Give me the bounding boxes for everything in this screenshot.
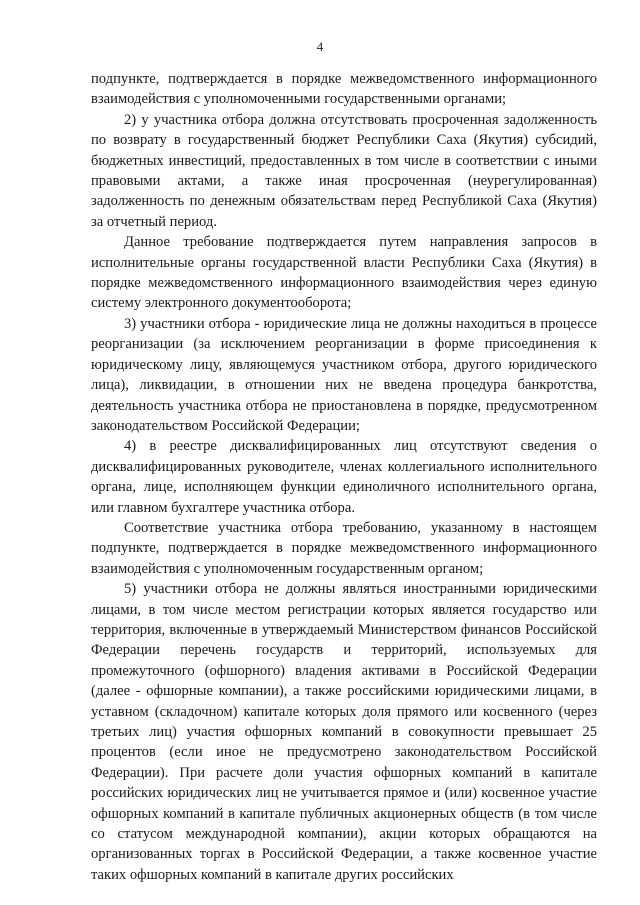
- paragraph-item-4: 4) в реестре дисквалифицированных лиц отсутствуют сведения о дисквалифицированных руководителе, членах коллегиального исполнительного органа, лице, исполняющем функции единоличного исполнительного органа, или главном бухгалтере участника отбора.: [91, 438, 597, 516]
- paragraph-item-3: 3) участники отбора - юридические лица не должны находиться в процессе реорганизации (за исключением реорганизации в форме присоединения к юридическому лицу, являющемуся участником отбора, другого юридического лица), ликвидации, в отношении них не введена процедура банкротства, деятельность участника отбора не приостановлена в порядке, предусмотренном законодательством Российской Федерации;: [91, 315, 597, 434]
- paragraph-item-2-confirmation: Данное требование подтверждается путем направления запросов в исполнительные органы государственной власти Республики Саха (Якутия) в порядке межведомственного информационного взаимодействия через единую систему электронного документооборота;: [91, 234, 597, 312]
- page-number: 4: [316, 39, 324, 54]
- document-body: [91, 69, 597, 885]
- paragraph-item-5: 5) участники отбора не должны являться иностранными юридическими лицами, в том числе местом регистрации которых является государство или территория, включенные в утверждаемый Министерством финансов Российской Федерации перечень государств и территорий, используемых для промежуточного (офшорного) владения активами в Российской Федерации (далее - офшорные компании), а также российскими юридическими лицами, в уставном (складочном) капитале которых доля прямого или косвенного (через третьих лиц) участия офшорных компаний в совокупности превышает 25 процентов (если иное не предусмотрено законодательством Российской Федерации). При расчете доли участия офшорных компаний в капитале российских юридических лиц не учитывается прямое и (или) косвенное участие офшорных компаний в капитале публичных акционерных обществ (в том числе со статусом международной компании), акции которых обращаются на организованных торгах в Российской Федерации, а также косвенное участие таких офшорных компаний в капитале других российских: [91, 581, 597, 883]
- paragraph-item-4-confirmation: Соответствие участника отбора требованию, указанному в настоящем подпункте, подтверждается в порядке межведомственного информационного взаимодействия с уполномоченным государственным органом;: [91, 519, 597, 577]
- paragraph-continuation: подпункте, подтверждается в порядке межведомственного информационного взаимодействия с уполномоченными государственными органами;: [91, 71, 597, 108]
- paragraph-item-2: 2) у участника отбора должна отсутствовать просроченная задолженность по возврату в государственный бюджет Республики Саха (Якутия) субсидий, бюджетных инвестиций, предоставленных в том числе в соответствии с иными правовыми актами, а также иная просроченная (неурегулированная) задолженность по денежным обязательствам перед Республикой Саха (Якутия) за отчетный период.: [91, 111, 597, 230]
